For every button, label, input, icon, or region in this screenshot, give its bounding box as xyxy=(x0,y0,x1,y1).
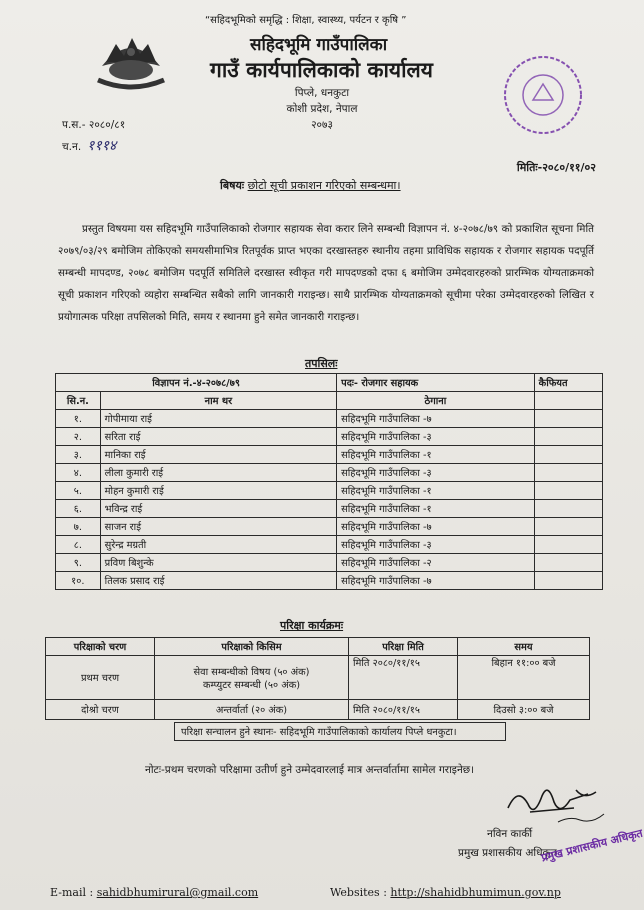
address-cell: सहिदभूमि गाउँपालिका -७ xyxy=(337,410,535,428)
name-cell: मानिका राई xyxy=(100,446,336,464)
remarks-cell xyxy=(534,428,602,446)
table-row xyxy=(46,700,590,720)
name-cell: सरिता राई xyxy=(100,428,336,446)
dispatch-number xyxy=(62,136,116,155)
address-cell: सहिदभूमि गाउँपालिका -१ xyxy=(337,500,535,518)
remarks-cell xyxy=(534,518,602,536)
sn-cell: ७. xyxy=(56,518,101,536)
table-row xyxy=(56,464,603,482)
note: नोटः-प्रथम चरणको परिक्षामा उतीर्ण हुने उम्मेदवारलाई मात्र अन्तर्वार्तामा सामेल गराइनेछ। xyxy=(145,764,475,776)
address-line-2: कोशी प्रदेश, नेपाल xyxy=(286,103,358,115)
office-stamp xyxy=(500,52,586,138)
dispatch-value: १११४ xyxy=(87,138,117,154)
name-cell: तिलक प्रसाद राई xyxy=(100,572,336,590)
table-row xyxy=(56,410,603,428)
stage-cell: प्रथम चरण xyxy=(46,656,155,700)
sn-cell: १. xyxy=(56,410,101,428)
website-link[interactable]: http://shahidbhumimun.gov.np xyxy=(390,886,561,899)
table-header-row xyxy=(46,638,590,656)
address-cell: सहिदभूमि गाउँपालिका -३ xyxy=(337,428,535,446)
sn-header: सि.न. xyxy=(56,392,101,410)
exam-schedule-table xyxy=(45,637,590,720)
address-cell: सहिदभूमि गाउँपालिका -७ xyxy=(337,572,535,590)
date-cell: मिति २०८०/११/१५ xyxy=(349,656,458,700)
table-row xyxy=(56,428,603,446)
subject-line xyxy=(220,178,401,193)
sn-cell: २. xyxy=(56,428,101,446)
signatory-title: प्रमुख प्रशासकीय अधिकृत xyxy=(458,847,557,859)
footer-website xyxy=(330,886,561,899)
name-cell: सुरेन्द्र मग्रती xyxy=(100,536,336,554)
address-line-3: २०७३ xyxy=(311,119,333,131)
table-row xyxy=(56,554,603,572)
sn-cell: ४. xyxy=(56,464,101,482)
subject-text: छोटो सूची प्रकाशन गरिएको सम्बन्धमा। xyxy=(247,179,401,192)
address-cell: सहिदभूमि गाउँपालिका -७ xyxy=(337,518,535,536)
table-row xyxy=(56,500,603,518)
type-cell: अन्तर्वार्ता (२० अंक) xyxy=(155,700,349,720)
officer-seal: प्रमुख प्रशासकीय अधिकृत xyxy=(539,826,644,865)
name-cell: गोपीमाया राई xyxy=(100,410,336,428)
letter-date: मितिः-२०८०/११/०२ xyxy=(516,161,596,174)
remarks-cell xyxy=(534,572,602,590)
post-name: पदः- रोजगार सहायक xyxy=(337,374,535,392)
date-header: परिक्षा मिति xyxy=(349,638,458,656)
list-heading: तपसिलः xyxy=(305,357,338,370)
reference-number: प.स.- २०८०/८१ xyxy=(62,119,126,131)
signature xyxy=(500,778,610,828)
sn-cell: ८. xyxy=(56,536,101,554)
footer-email xyxy=(50,886,258,899)
type-line: कम्प्युटर सम्बन्धी (५० अंक) xyxy=(202,679,301,691)
name-header: नाम थर xyxy=(100,392,336,410)
address-line-1: पिप्ले, धनकुटा xyxy=(294,87,350,99)
stage-header: परिक्षाको चरण xyxy=(46,638,155,656)
remarks-cell xyxy=(534,500,602,518)
office-name: गाउँ कार्यपालिकाको कार्यालय xyxy=(210,58,433,82)
remarks-cell xyxy=(534,464,602,482)
table-row xyxy=(46,656,590,700)
body-paragraph: प्रस्तुत विषयमा यस सहिदभूमि गाउँपालिकाको रोजगार सहायक सेवा करार लिने सम्बन्धी विज्ञापन नं. ४-२०७८/७९ को प्रकाशित सूचना मिति २०७९/०३/२९ बमोजिम तोकिएको समयसीमाभित्र रितपूर्वक प्राप्त भएका दरखास्तहरु स्थानीय तहमा प्राविधिक सहायक र रोजगार सहायक पदपूर्ति सम्बन्धी मापदण्ड, २०७८ बमोजिम पदपूर्ति समितिले दरखास्त स्वीकृत गरी मापदण्डको दफा ६ बमोजिम उम्मेदवारहरुको प्रारम्भिक योग्यताक्रमको सूची प्रकाशन गरिएको व्यहोरा सम्बन्धित सबैको लागि जानकारी गराइन्छ। साथै प्रारम्भिक योग्यताक्रमको सूचीमा परेका उम्मेदवारहरुको लिखित र प्रयोगात्मक परिक्षा तपसिलको मिति, समय र स्थानमा हुने समेत जानकारी गराइन्छ। xyxy=(58,223,594,323)
type-header: परिक्षाको किसिम xyxy=(155,638,349,656)
stage-cell: दोश्रो चरण xyxy=(46,700,155,720)
remarks-cell xyxy=(534,482,602,500)
email-label: E-mail : xyxy=(50,886,94,899)
remarks-header: कैफियत xyxy=(534,374,602,392)
sn-cell: १०. xyxy=(56,572,101,590)
type-cell xyxy=(155,656,349,700)
website-label: Websites : xyxy=(330,886,387,899)
address-cell: सहिदभूमि गाउँपालिका -३ xyxy=(337,464,535,482)
sn-cell: ९. xyxy=(56,554,101,572)
email-link[interactable]: sahidbhumirural@gmail.com xyxy=(96,886,259,899)
name-cell: मोहन कुमारी राई xyxy=(100,482,336,500)
exam-venue: परिक्षा सन्चालन हुने स्थानः- सहिदभूमि गाउँपालिकाको कार्यालय पिप्ले धनकुटा। xyxy=(174,722,506,741)
sn-cell: ३. xyxy=(56,446,101,464)
advertisement-number: विज्ञापन नं.-४-२०७८/७९ xyxy=(56,374,337,392)
exam-heading: परिक्षा कार्यक्रमः xyxy=(280,619,344,632)
candidate-table xyxy=(55,373,603,590)
address-cell: सहिदभूमि गाउँपालिका -१ xyxy=(337,482,535,500)
time-cell: दिउसो ३:०० बजे xyxy=(458,700,590,720)
remarks-cell xyxy=(534,536,602,554)
remarks-cell xyxy=(534,392,602,410)
table-row xyxy=(56,572,603,590)
remarks-cell xyxy=(534,446,602,464)
table-row xyxy=(56,482,603,500)
name-cell: प्रविण बिशुन्के xyxy=(100,554,336,572)
table-row xyxy=(56,446,603,464)
time-cell: बिहान ११:०० बजे xyxy=(458,656,590,700)
motto: “सहिदभूमिको समृद्धि : शिक्षा, स्वास्थ्य, पर्यटन र कृषि ” xyxy=(205,15,407,26)
address-cell: सहिदभूमि गाउँपालिका -१ xyxy=(337,446,535,464)
type-line: सेवा सम्बन्धीको विषय (५० अंक) xyxy=(193,666,310,678)
name-cell: साजन राई xyxy=(100,518,336,536)
signatory-name: नविन कार्की xyxy=(487,828,533,840)
date-cell: मिति २०८०/११/१५ xyxy=(349,700,458,720)
table-header-row xyxy=(56,392,603,410)
address-cell: सहिदभूमि गाउँपालिका -३ xyxy=(337,536,535,554)
sn-cell: ५. xyxy=(56,482,101,500)
table-header-row xyxy=(56,374,603,392)
sn-cell: ६. xyxy=(56,500,101,518)
name-cell: लीला कुमारी राई xyxy=(100,464,336,482)
remarks-cell xyxy=(534,410,602,428)
table-row xyxy=(56,518,603,536)
municipality-name: सहिदभूमि गाउँपालिका xyxy=(250,35,388,55)
dispatch-label: च.न. xyxy=(62,141,82,153)
government-emblem xyxy=(92,22,170,92)
remarks-cell xyxy=(534,554,602,572)
table-row xyxy=(56,536,603,554)
address-cell: सहिदभूमि गाउँपालिका -२ xyxy=(337,554,535,572)
name-cell: भविन्द्र राई xyxy=(100,500,336,518)
address-header: ठेगाना xyxy=(337,392,535,410)
subject-label: बिषयः xyxy=(220,179,245,192)
time-header: समय xyxy=(458,638,590,656)
